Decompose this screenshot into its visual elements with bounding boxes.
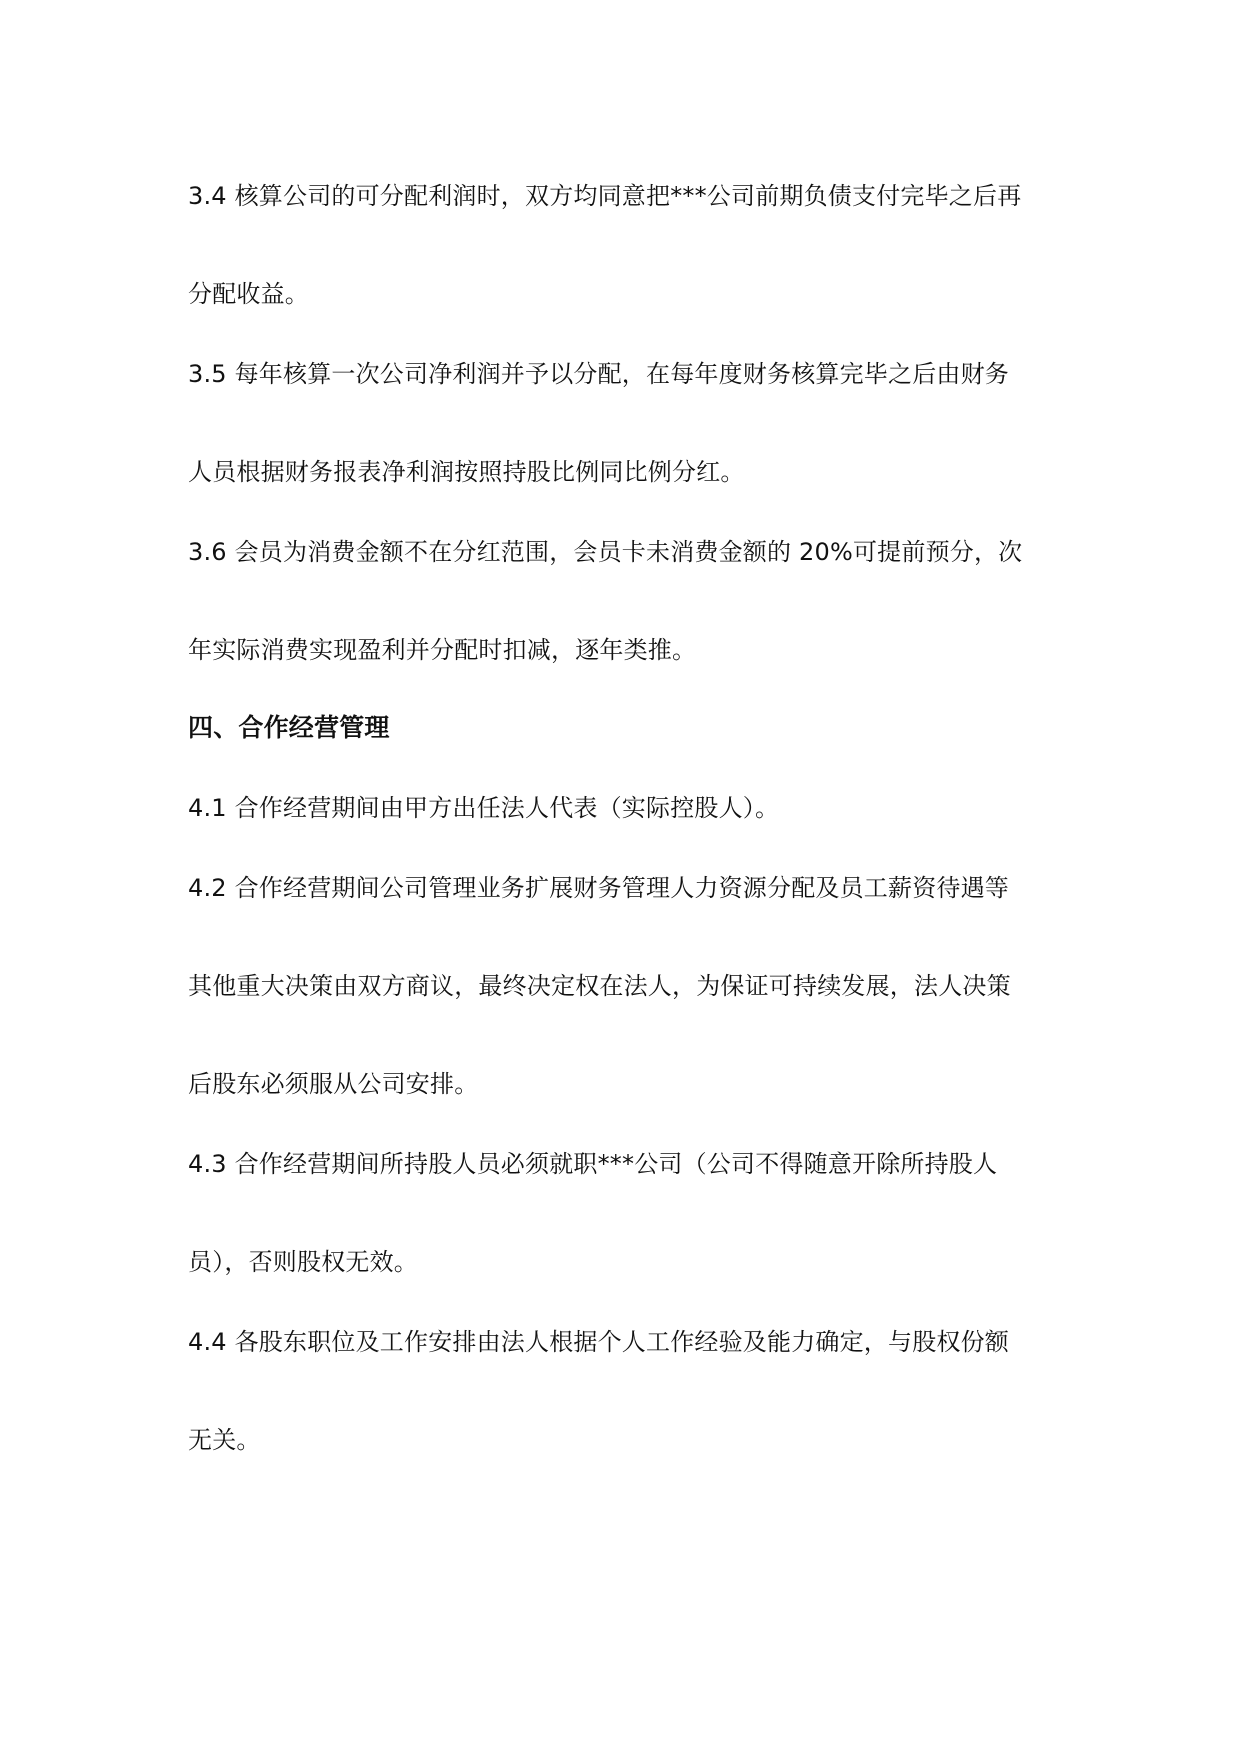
clause-4-2-line-3: 后股东必须服从公司安排。 [188,1070,479,1098]
clause-4-2-line-1: 4.2 合作经营期间公司管理业务扩展财务管理人力资源分配及员工薪资待遇等 [188,874,1009,902]
clause-4-3-line-1: 4.3 合作经营期间所持股人员必须就职***公司（公司不得随意开除所持股人 [188,1150,998,1178]
clause-3-4-line-2: 分配收益。 [188,280,309,308]
clause-4-3-line-2: 员），否则股权无效。 [188,1248,418,1276]
clause-3-4-line-1: 3.4 核算公司的可分配利润时，双方均同意把***公司前期负债支付完毕之后再 [188,182,1022,210]
clause-3-6-line-2: 年实际消费实现盈利并分配时扣减，逐年类推。 [188,636,697,664]
clause-4-2-line-2: 其他重大决策由双方商议，最终决定权在法人，为保证可持续发展，法人决策 [188,972,1011,1000]
section-4-heading: 四、合作经营管理 [188,713,390,742]
clause-4-1-line-1: 4.1 合作经营期间由甲方出任法人代表（实际控股人）。 [188,794,780,822]
clause-3-5-line-1: 3.5 每年核算一次公司净利润并予以分配，在每年度财务核算完毕之后由财务 [188,360,1009,388]
clause-3-6-line-1: 3.6 会员为消费金额不在分红范围，会员卡未消费金额的 20%可提前预分，次 [188,538,1023,566]
clause-4-4-line-2: 无关。 [188,1426,261,1454]
clause-3-5-line-2: 人员根据财务报表净利润按照持股比例同比例分红。 [188,458,745,486]
clause-4-4-line-1: 4.4 各股东职位及工作安排由法人根据个人工作经验及能力确定，与股权份额 [188,1328,1009,1356]
